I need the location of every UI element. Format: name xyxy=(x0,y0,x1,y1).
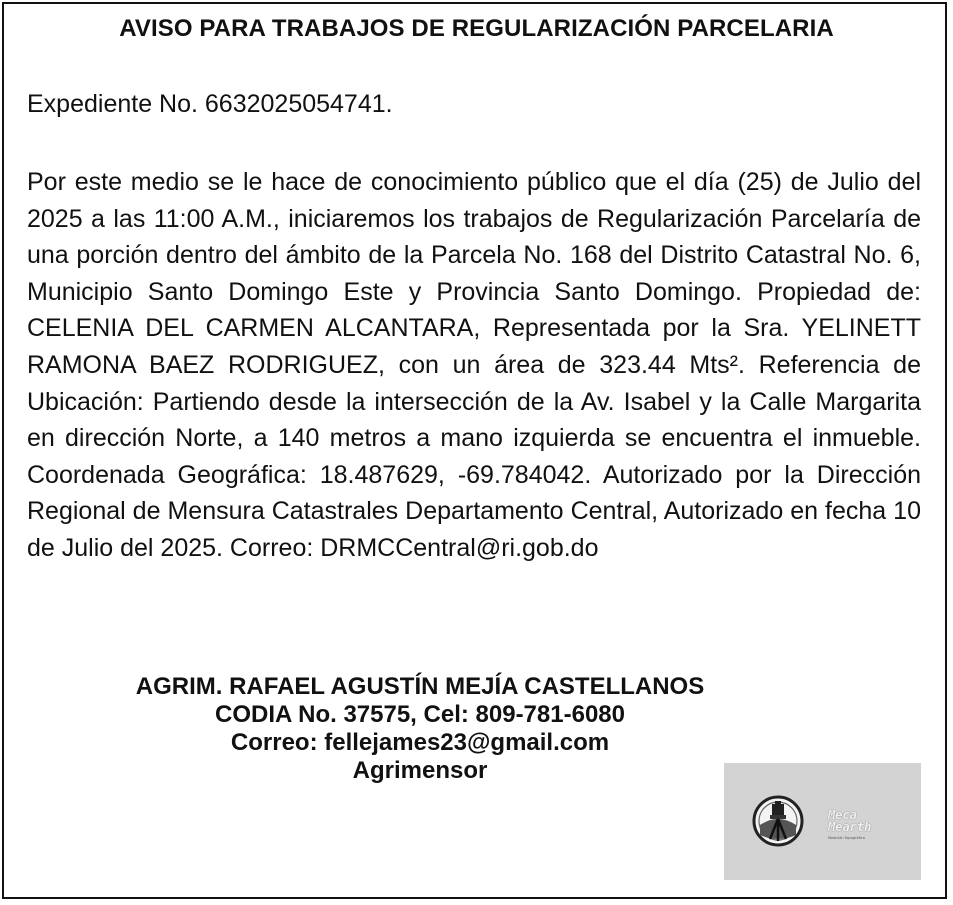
surveyor-role: Agrimensor xyxy=(352,757,488,784)
notice-title: AVISO PARA TRABAJOS DE REGULARIZACIÓN PARCELARIA xyxy=(119,15,834,42)
surveyor-theodolite-icon xyxy=(724,763,921,880)
logo-brand xyxy=(828,809,871,833)
surveyor-name: AGRIM. RAFAEL AGUSTÍN MEJÍA CASTELLANOS xyxy=(135,673,705,700)
codia-and-phone: CODIA No. 37575, Cel: 809-781-6080 xyxy=(215,701,625,728)
logo-brand-line2: Mearth xyxy=(828,820,872,834)
logo-tagline: Medición Topográfica xyxy=(828,836,865,840)
notice-body: Por este medio se le hace de conocimiento público que el día (25) de Julio del 2025 a las 11:00 A.M., iniciaremos los trabajos de Regularización Parcelaría de una porción dentro del ámbito de la Parcela No. 168 del Distrito Catastral No. 6, Municipio Santo Domingo Este y Provincia Santo Domingo. Propiedad de: CELENIA DEL CARMEN ALCANTARA, Representada por la Sra. YELINETT RAMONA BAEZ RODRIGUEZ, con un área de 323.44 Mts². Referencia de Ubicación: Partiendo desde la intersección de la Av. Isabel y la Calle Margarita en dirección Norte, a 140 metros a mano izquierda se encuentra el inmueble. Coordenada Geográfica: 18.487629, -69.784042. Autorizado por la Dirección Regional de Mensura Catastrales Departamento Central, Autorizado en fecha 10 de Julio del 2025. Correo: DRMCCentral@ri.gob.do xyxy=(27,168,921,562)
surveyor-email: Correo: fellejames23@gmail.com xyxy=(230,729,610,756)
company-logo xyxy=(724,763,921,880)
expediente-number: Expediente No. 6632025054741. xyxy=(27,90,393,118)
signature-block xyxy=(55,673,785,785)
logo-brand-line1: Meca xyxy=(828,808,857,822)
